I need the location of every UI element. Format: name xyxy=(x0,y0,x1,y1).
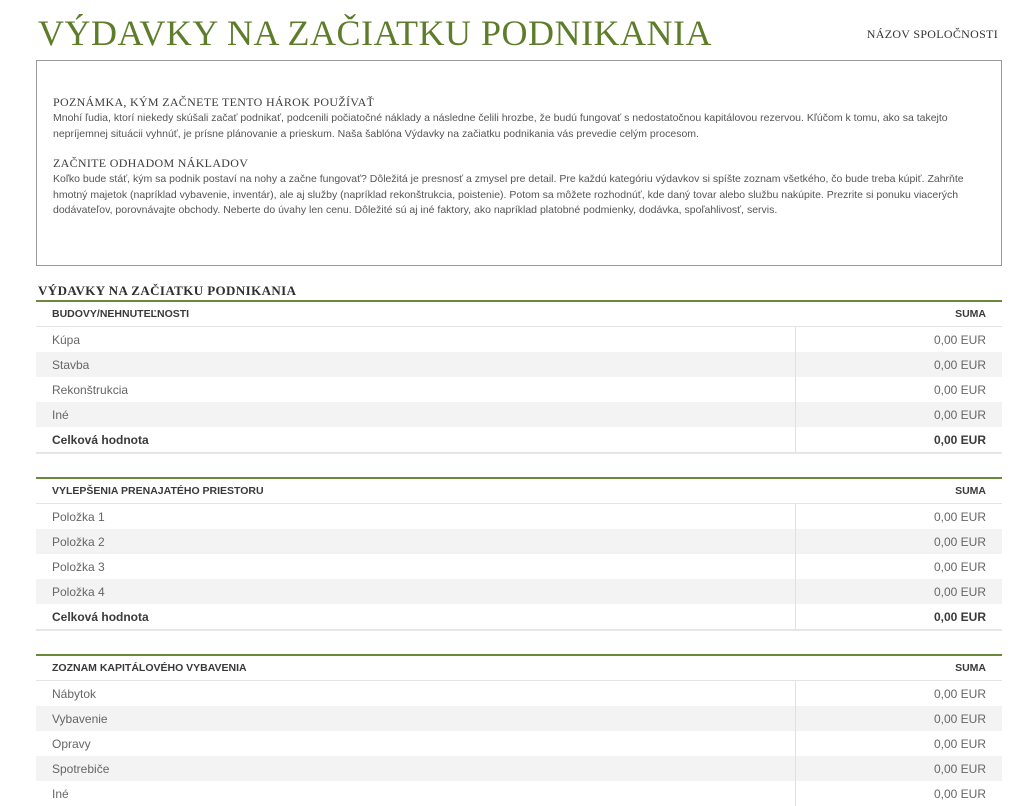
table-row[interactable] xyxy=(36,731,1002,756)
estimate-text: Koľko bude stáť, kým sa podnik postaví na nohy a začne fungovať? Dôležitá je presnosť a zmysel pre detail. Pre každú kategóriu výdavkov si spíšte zoznam všetkého, čo bude treba kúpiť. Zahrňte hmotný majetok (napríklad vybavenie, inventár), ale aj služby (napríklad rekonštrukcia, poistenie). Potom sa môžete rozhodnúť, kde daný tovar alebo službu nakúpite. Prezrite si ponuku viacerých dodávateľov, porovnávajte obchody. Neberte do úvahy len cenu. Dôležité sú aj iné faktory, ako napríklad platobné podmienky, dodávka, spoľahlivosť, servis. xyxy=(53,173,964,216)
row-label: Opravy xyxy=(36,731,796,756)
sum-column-header: SUMA xyxy=(955,308,986,320)
row-label: Nábytok xyxy=(36,681,796,706)
row-label: Vybavenie xyxy=(36,706,796,731)
total-amount: 0,00 EUR xyxy=(933,432,986,447)
row-label: Položka 1 xyxy=(36,504,796,529)
table-row[interactable] xyxy=(36,529,1002,554)
row-amount[interactable]: 0,00 EUR xyxy=(933,736,986,751)
row-label: Iné xyxy=(36,781,796,806)
company-name[interactable]: NÁZOV SPOLOČNOSTI xyxy=(866,27,998,41)
note-box xyxy=(36,60,1002,266)
row-amount[interactable]: 0,00 EUR xyxy=(933,786,986,801)
buildings-table xyxy=(36,300,1002,454)
table-row[interactable] xyxy=(36,756,1002,781)
row-amount[interactable]: 0,00 EUR xyxy=(933,584,986,599)
row-label: Spotrebiče xyxy=(36,756,796,781)
leasehold-table xyxy=(36,477,1002,631)
table-row[interactable] xyxy=(36,504,1002,529)
table-header xyxy=(36,656,1002,681)
row-amount[interactable]: 0,00 EUR xyxy=(933,509,986,524)
capital-equipment-table xyxy=(36,654,1002,806)
table-header-label: ZOZNAM KAPITÁLOVÉHO VYBAVENIA xyxy=(52,662,247,674)
estimate-heading: ZAČNITE ODHADOM NÁKLADOV xyxy=(53,156,249,170)
row-label: Položka 4 xyxy=(36,579,796,604)
sum-column-header: SUMA xyxy=(955,485,986,497)
total-row xyxy=(36,604,1002,630)
row-amount[interactable]: 0,00 EUR xyxy=(933,407,986,422)
table-row[interactable] xyxy=(36,402,1002,427)
table-header xyxy=(36,302,1002,327)
row-amount[interactable]: 0,00 EUR xyxy=(933,761,986,776)
row-label: Rekonštrukcia xyxy=(36,377,796,402)
note-text: Mnohí ľudia, ktorí niekedy skúšali začať podnikať, podcenili počiatočné náklady a následne čelili hrozbe, že budú fungovať s nedostatočnou kapitálovou rezervou. Kľúčom k tomu, ako sa takejto nepríjemnej situácii vyhnúť, je prísne plánovanie a prieskum. Naša šablóna Výdavky na začiatku podnikania vás prevedie celým procesom. xyxy=(53,112,948,140)
row-label: Stavba xyxy=(36,352,796,377)
table-row[interactable] xyxy=(36,377,1002,402)
row-label: Položka 2 xyxy=(36,529,796,554)
total-label: Celková hodnota xyxy=(36,427,796,452)
table-row[interactable] xyxy=(36,352,1002,377)
row-amount[interactable]: 0,00 EUR xyxy=(933,357,986,372)
table-row[interactable] xyxy=(36,554,1002,579)
table-row[interactable] xyxy=(36,706,1002,731)
row-label: Kúpa xyxy=(36,327,796,352)
table-row[interactable] xyxy=(36,781,1002,806)
table-header-label: BUDOVY/NEHNUTEĽNOSTI xyxy=(52,308,190,320)
table-header xyxy=(36,479,1002,504)
table-row[interactable] xyxy=(36,327,1002,352)
table-row[interactable] xyxy=(36,681,1002,706)
row-amount[interactable]: 0,00 EUR xyxy=(933,332,986,347)
total-row xyxy=(36,427,1002,453)
row-amount[interactable]: 0,00 EUR xyxy=(933,711,986,726)
row-amount[interactable]: 0,00 EUR xyxy=(933,534,986,549)
row-amount[interactable]: 0,00 EUR xyxy=(933,686,986,701)
sum-column-header: SUMA xyxy=(955,662,986,674)
page-title: VÝDAVKY NA ZAČIATKU PODNIKANIA xyxy=(38,13,712,53)
note-heading: POZNÁMKA, KÝM ZAČNETE TENTO HÁROK POUŽÍVAŤ xyxy=(53,95,375,109)
total-label: Celková hodnota xyxy=(36,604,796,629)
row-amount[interactable]: 0,00 EUR xyxy=(933,559,986,574)
row-amount[interactable]: 0,00 EUR xyxy=(933,382,986,397)
section-title: VÝDAVKY NA ZAČIATKU PODNIKANIA xyxy=(38,283,297,298)
total-amount: 0,00 EUR xyxy=(933,609,986,624)
row-label: Iné xyxy=(36,402,796,427)
table-row[interactable] xyxy=(36,579,1002,604)
table-header-label: VYLEPŠENIA PRENAJATÉHO PRIESTORU xyxy=(52,485,264,497)
row-label: Položka 3 xyxy=(36,554,796,579)
